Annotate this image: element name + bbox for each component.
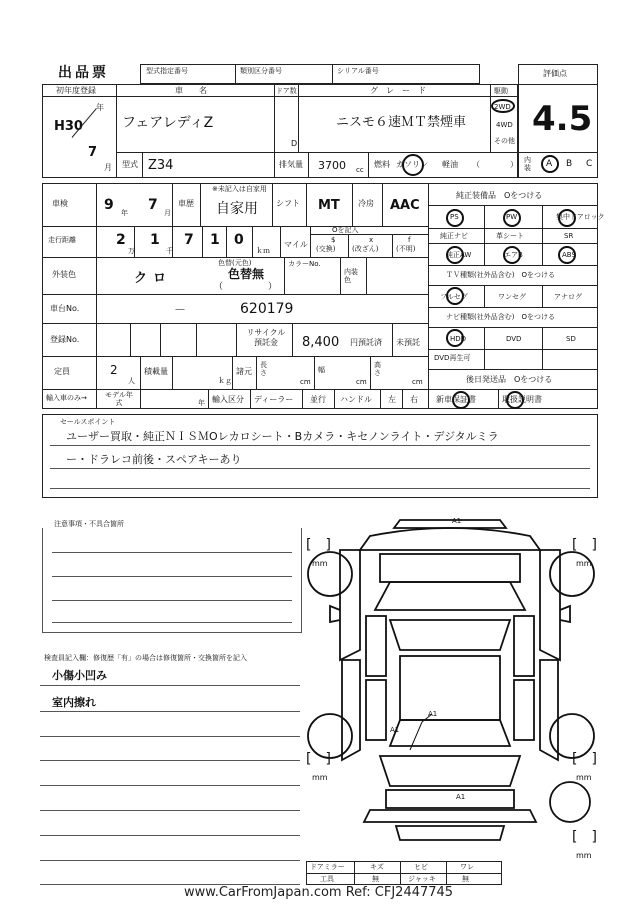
equip-lock-circle	[558, 209, 576, 227]
recycle-unpaid: 未預託	[396, 338, 420, 347]
diagram-a1-mid: A1	[428, 710, 438, 718]
chassis-label: 車台No.	[50, 304, 80, 313]
reg-month-unit: 月	[104, 163, 112, 172]
later-title: 後日発送品 Oをつける	[466, 375, 553, 384]
tv-fullseg: フルセグ	[440, 293, 468, 301]
fuel-label: 燃料	[374, 160, 390, 169]
interior-grade-b: B	[566, 159, 573, 169]
fuel-circle	[402, 154, 424, 176]
grade-label: グ レ ー ド	[370, 86, 426, 95]
capacity-unit: 人	[128, 377, 135, 385]
mileage-opt-exch-sym: $	[331, 236, 336, 244]
table-jack: ジャッキ	[408, 875, 436, 883]
import-left: 左	[388, 395, 396, 404]
import-right: 右	[410, 395, 418, 404]
regno-label: 登録No.	[50, 335, 80, 344]
drive-4wd: 4WD	[496, 121, 513, 129]
reg-month: 7	[88, 145, 98, 160]
inspect-month: 7	[148, 197, 158, 213]
dims-wid: 幅	[318, 366, 325, 374]
import-type: 輸入区分	[212, 395, 244, 404]
serial-label: シリアル番号	[337, 67, 379, 75]
bracket-fr: [ ]	[572, 537, 597, 553]
equip-airbag-circle	[503, 246, 521, 264]
dims-len-cm: cm	[300, 378, 311, 386]
mileage-opt-alt-sym: x	[369, 236, 374, 244]
equip-ps-circle	[446, 209, 464, 227]
import-model-year: モデル年式	[105, 391, 133, 408]
car-name: フェアレディZ	[122, 115, 214, 131]
inspector-line-2: 室内擦れ	[52, 696, 96, 709]
mm-fr: mm	[576, 559, 592, 568]
notes-box	[42, 528, 302, 633]
mileage-digit-1: 2	[116, 232, 126, 248]
ac-value: AAC	[390, 198, 420, 213]
door-d: D	[291, 139, 298, 148]
tv-oneseg: ワンセグ	[498, 293, 526, 301]
later-warranty-circle	[452, 391, 470, 409]
history-note: ※未記入は自家用	[212, 185, 267, 193]
equip-sr: SR	[564, 232, 574, 240]
import-parallel: 並行	[310, 395, 326, 404]
recycle-value: 8,400	[302, 335, 340, 350]
later-warranty: 新車保証書	[436, 395, 476, 404]
inspector-label: 検査員記入欄：修復歴「有」の場合は修復箇所・交換箇所を記入	[44, 654, 247, 662]
diagram-a1-front: A1	[452, 517, 462, 525]
drive-2wd: 2WD	[494, 103, 511, 111]
dims-len: 長さ	[260, 361, 267, 377]
import-handle: ハンドル	[340, 395, 372, 404]
dims-label: 諸元	[236, 367, 252, 376]
mileage-opt-exch: (交換)	[316, 245, 336, 253]
table-scratch: キズ	[370, 863, 384, 871]
navi-circle	[446, 329, 467, 347]
tv-analog: アナログ	[554, 293, 582, 301]
interior-grade-a: A	[546, 159, 553, 169]
sales-line-2: ー・ドラレコ前後・スペアキーあり	[66, 453, 242, 466]
mileage-note: Oを記入	[332, 226, 359, 234]
mm-rl: mm	[312, 773, 328, 782]
mileage-digit-2: 1	[150, 232, 160, 248]
color-no-label: カラーNo.	[288, 260, 321, 268]
fuel-paren-open: （	[472, 160, 480, 169]
import-dealer: ディーラー	[254, 395, 294, 404]
color-paren: （ ）	[214, 282, 278, 292]
navi-dvd-play: DVD再生可	[434, 354, 471, 362]
car-diagram	[300, 510, 610, 860]
equip-abs: ABS	[562, 251, 576, 259]
dims-hei: 高さ	[374, 361, 381, 377]
equip-aw: 純正AW	[446, 251, 472, 259]
equip-aw-circle	[446, 246, 464, 264]
dims-hei-cm: cm	[412, 378, 423, 386]
car-name-label: 車 名	[175, 86, 207, 95]
notes-label: 注意事項・不具合箇所	[54, 520, 124, 528]
mileage-mile: マイル	[284, 240, 308, 249]
int-color-label: 内装色	[344, 268, 358, 285]
inspector-line-1: 小傷小凹み	[52, 669, 107, 682]
later-manual-circle	[506, 391, 524, 409]
rating-label: 評価点	[543, 69, 567, 78]
diagram-a1-left: A1	[390, 726, 400, 734]
dims-wid-cm: cm	[356, 378, 367, 386]
color-value: クロ	[134, 271, 173, 286]
interior-grade-c: C	[586, 159, 593, 169]
ac-label: 冷房	[358, 199, 374, 208]
disp-label: 排気量	[279, 160, 303, 169]
chassis-value: 620179	[240, 301, 294, 317]
equip-airbag: エアB	[504, 251, 523, 259]
tv-title: ＴＶ種類(社外品含む) Oをつける	[446, 271, 555, 279]
mileage-km: ｋｍ	[256, 247, 270, 255]
navi-hdd: HDD	[450, 335, 467, 343]
navi-dvd: DVD	[506, 335, 522, 343]
mileage-opt-unk-sym: f	[408, 236, 411, 244]
page-title: 出品票	[58, 65, 109, 81]
fuel-diesel: 軽油	[442, 160, 458, 169]
fuel-paren-close: ）	[510, 160, 518, 169]
disp-value: 3700	[318, 159, 346, 172]
shift-value: MT	[318, 198, 340, 213]
drive-circle	[491, 99, 515, 113]
table-crack: ヒビ	[414, 863, 428, 871]
equip-lock: 集中ドアロック	[556, 213, 605, 221]
equip-pw-circle	[503, 209, 521, 227]
shift-label: シフト	[276, 199, 300, 208]
history-label: 車歴	[178, 199, 194, 208]
equip-title: 純正装備品 Oをつける	[456, 191, 543, 200]
recycle-label: リサイクル預託金	[246, 328, 286, 347]
reg-era: H30	[54, 119, 83, 134]
equip-ps: PS	[450, 213, 459, 221]
mileage-digit-4: 1	[210, 232, 220, 248]
capacity-label: 定員	[54, 367, 70, 376]
model-cert-label: 型式指定番号	[146, 67, 188, 75]
mm-rr: mm	[576, 773, 592, 782]
table-jack-val: 無	[462, 875, 469, 883]
bracket-fl: [ ]	[306, 537, 331, 553]
mileage-digit-3: 7	[184, 232, 194, 248]
drive-other: その他	[494, 137, 515, 145]
load-kg: ｋｇ	[218, 377, 232, 385]
inspect-month-unit: 月	[164, 209, 171, 217]
mileage-label: 走行距離	[48, 236, 76, 244]
first-reg-label: 初年度登録	[56, 86, 96, 95]
capacity-value: 2	[110, 363, 118, 377]
navi-sd: SD	[566, 335, 576, 343]
table-mirror: ドアミラー	[310, 863, 345, 871]
inspect-label: 車検	[52, 199, 68, 208]
disp-cc: cc	[356, 166, 364, 174]
mm-fl: mm	[312, 559, 328, 568]
sales-line-1: ユーザー買取・純正ＮＩＳＭOレカロシート・Bカメラ・キセノンライト・デジタルミラ	[66, 430, 499, 443]
equip-pw: PW	[506, 213, 518, 221]
grade-value: ニスモ６速ＭＴ禁煙車	[336, 115, 467, 130]
drive-label: 駆動	[494, 87, 508, 95]
diagram-a1-rear: A1	[456, 793, 466, 801]
color-label: 外装色	[52, 270, 76, 279]
chassis-dash: －	[174, 303, 187, 317]
mileage-man: 万	[128, 247, 135, 255]
mileage-digit-5: 0	[234, 232, 244, 248]
model-label: 型式	[122, 160, 138, 169]
color-orig-label: 色替(元色)	[218, 259, 252, 267]
reg-year-unit: 年	[96, 103, 104, 112]
rating-score: 4.5	[532, 99, 593, 139]
load-label: 積載量	[144, 367, 168, 376]
color-orig-value: 色替無	[228, 267, 265, 281]
inspect-year-unit: 年	[121, 209, 128, 217]
mileage-sen: 千	[166, 247, 173, 255]
sales-label: セールスポイント	[60, 418, 116, 426]
bracket-rr: [ ]	[572, 751, 597, 767]
interior-circle	[541, 155, 559, 173]
recycle-unit: 円預託済	[350, 338, 382, 347]
equip-navi: 純正ナビ	[440, 232, 468, 240]
equip-abs-circle	[558, 246, 576, 264]
model-value: Z34	[148, 158, 174, 173]
mm-spare: mm	[576, 851, 592, 860]
mileage-opt-unk: (不明)	[396, 245, 416, 253]
tv-circle	[446, 287, 464, 305]
inspect-year: 9	[104, 197, 114, 213]
bracket-rl: [ ]	[306, 751, 331, 767]
import-label: 輸入車のみ→	[46, 394, 87, 402]
doors-label: ドア数	[276, 87, 297, 95]
mileage-opt-alt: (改ざん)	[352, 245, 379, 253]
watermark: www.CarFromJapan.com Ref: CFJ2447745	[184, 885, 454, 900]
bracket-spare: [ ]	[572, 829, 597, 845]
navi-title: ナビ種類(社外品含む) Oをつける	[446, 313, 555, 321]
import-year: 年	[198, 399, 205, 407]
interior-label: 内装	[524, 156, 531, 172]
history-value: 自家用	[216, 201, 258, 217]
class-no-label: 類別区分番号	[240, 67, 282, 75]
later-manual: 取扱説明書	[502, 395, 542, 404]
table-tools-val: 無	[372, 875, 379, 883]
code-boxes	[140, 64, 480, 84]
table-break: ワレ	[460, 863, 474, 871]
equip-leather: 革シート	[496, 232, 524, 240]
fuel-gas: ガソリン	[396, 160, 428, 169]
table-tools: 工具	[320, 875, 334, 883]
